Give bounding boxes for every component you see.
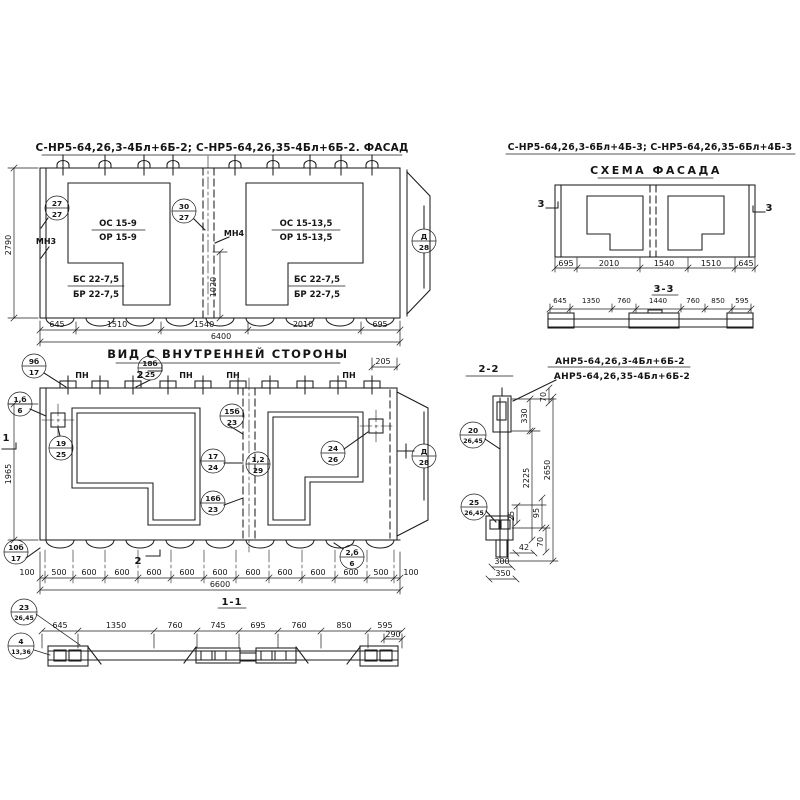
- svg-text:26,45: 26,45: [463, 438, 483, 445]
- svg-text:1,2: 1,2: [251, 455, 265, 464]
- section33-title: 3-3: [653, 284, 675, 295]
- inner-opening-left: [72, 408, 200, 525]
- facade-dim: 2010: [292, 320, 314, 329]
- inner-dim: 600: [310, 568, 326, 577]
- s33-dim: 850: [711, 296, 725, 305]
- inner-dim: 600: [146, 568, 162, 577]
- svg-text:6: 6: [17, 406, 23, 415]
- dim-2225: 2225: [522, 467, 531, 489]
- svg-text:9б: 9б: [28, 357, 40, 366]
- facade-dim: 1510: [106, 320, 128, 329]
- svg-text:30: 30: [178, 202, 190, 211]
- inner-dim: 600: [245, 568, 261, 577]
- panel-right-mark-top: БС 22-7,5: [293, 275, 341, 285]
- s33-dim: 1350: [581, 296, 601, 305]
- s11-dim: 645: [52, 621, 68, 630]
- panel-left-mark-bottom: БР 22-7,5: [72, 290, 120, 300]
- s22-label-1: АНР5-64,26,3-4Бл+6Б-2: [555, 357, 685, 367]
- facade-dim: 645: [49, 320, 65, 329]
- callout-20-2645: [460, 422, 486, 448]
- callout-24-26: [321, 441, 345, 465]
- svg-text:27: 27: [51, 210, 63, 219]
- inner-dim: 600: [277, 568, 293, 577]
- callout-19-25: [49, 436, 73, 460]
- svg-text:26,45: 26,45: [14, 615, 34, 622]
- s11-dim: 760: [167, 621, 183, 630]
- s11-dim: 695: [250, 621, 266, 630]
- svg-text:29: 29: [252, 466, 264, 475]
- svg-text:19: 19: [55, 439, 67, 448]
- inner-title: ВИД С ВНУТРЕННЕЙ СТОРОНЫ: [107, 347, 349, 361]
- s33-dim: 645: [553, 296, 567, 305]
- s33-dim: 1440: [648, 296, 668, 305]
- facade-height-dim: 2790: [4, 234, 13, 256]
- s11-dim: 850: [336, 621, 352, 630]
- svg-text:6: 6: [349, 559, 355, 568]
- callout-2b-6: [340, 545, 364, 569]
- inner-dim-lines: [8, 358, 403, 594]
- section3-mark-left: [546, 202, 558, 208]
- svg-text:23: 23: [207, 505, 219, 514]
- callout-9b-17: [22, 354, 46, 378]
- scheme-opening-right: [668, 196, 724, 250]
- section33-profile: [548, 310, 753, 328]
- svg-text:20: 20: [467, 426, 479, 435]
- inner-view: [2, 346, 436, 594]
- svg-text:25: 25: [468, 498, 480, 507]
- callout-27-27: [45, 196, 69, 220]
- panel-left-mark-top: БС 22-7,5: [72, 275, 120, 285]
- callout-16b-23: [201, 491, 225, 515]
- dim-300: 300: [494, 557, 510, 566]
- svg-text:Д: Д: [420, 232, 428, 241]
- facade-scheme: [506, 142, 795, 328]
- facade-dim-lines: [8, 155, 403, 346]
- svg-text:17: 17: [10, 554, 22, 563]
- pn-label: ПН: [75, 371, 89, 380]
- window-left-mark-top: ОС 15-9: [99, 219, 137, 229]
- callout-25-2645: [461, 494, 487, 520]
- svg-text:Д: Д: [420, 447, 428, 456]
- dim-350: 350: [495, 569, 511, 578]
- section2-label-top: 2: [136, 370, 144, 381]
- svg-text:23: 23: [18, 603, 30, 612]
- svg-text:25: 25: [144, 370, 156, 379]
- svg-text:1,б: 1,б: [13, 395, 27, 404]
- svg-text:27: 27: [178, 213, 190, 222]
- svg-text:16б: 16б: [205, 494, 221, 503]
- s11-dim: 760: [291, 621, 307, 630]
- scheme-dim: 1510: [700, 259, 722, 268]
- section1-label: 1: [2, 433, 10, 444]
- svg-text:15б: 15б: [224, 407, 240, 416]
- svg-text:26: 26: [327, 455, 339, 464]
- scheme-linework: [546, 185, 765, 257]
- facade-texts: [4, 142, 409, 341]
- scheme-title: С-НР5-64,26,3-6Бл+4Б-3; С-НР5-64,26,35-6Бл+4Б-3: [507, 142, 793, 153]
- callout-4-1336: [8, 633, 50, 659]
- facade-joint-dim: 1020: [209, 276, 218, 298]
- s11-profile: [48, 646, 398, 666]
- callout-23-2645: [11, 599, 37, 625]
- callout-10b-17: [4, 540, 28, 564]
- dim-42: 42: [518, 543, 530, 552]
- inner-dim: 600: [114, 568, 130, 577]
- facade-dim: 695: [372, 320, 388, 329]
- facade-title: С-НР5-64,26,3-4Бл+6Б-2; С-НР5-64,26,35-4Бл+6Б-2. ФАСАД: [35, 142, 409, 154]
- inner-dim: 500: [51, 568, 67, 577]
- section3-mark-label-right: 3: [765, 203, 773, 214]
- callout-12-29: [246, 452, 270, 476]
- svg-text:27: 27: [51, 199, 63, 208]
- pn-label: ПН: [226, 371, 240, 380]
- dim-330: 330: [520, 408, 529, 424]
- section-1-1: [8, 597, 405, 666]
- s33-dim: 760: [617, 296, 631, 305]
- s22-texts: [478, 357, 690, 578]
- scheme-dim: 645: [738, 259, 754, 268]
- section22-title: 2-2: [478, 364, 500, 375]
- svg-text:25: 25: [55, 450, 67, 459]
- inner-dim: 100: [19, 568, 35, 577]
- dim-2650: 2650: [543, 459, 552, 481]
- callout-edge-facade: [412, 229, 436, 253]
- callout-18b-25: [138, 356, 162, 380]
- scheme-subtitle: СХЕМА ФАСАДА: [590, 164, 722, 177]
- facade-view: [4, 142, 436, 346]
- svg-text:28: 28: [418, 243, 430, 252]
- facade-total-dim: 6400: [210, 332, 232, 341]
- inner-dim: 600: [343, 568, 359, 577]
- svg-text:24: 24: [207, 463, 219, 472]
- dim-25: 25: [507, 510, 516, 522]
- s33-dim: 760: [686, 296, 700, 305]
- inner-dim: 600: [81, 568, 97, 577]
- inner-dim: 100: [403, 568, 419, 577]
- scheme-dim: 1540: [653, 259, 675, 268]
- dim-70-top: 70: [539, 391, 548, 403]
- svg-text:2,б: 2,б: [345, 548, 359, 557]
- inner-opening-right: [268, 412, 363, 525]
- svg-text:10б: 10б: [8, 543, 24, 552]
- panel-right-mark-bottom: БР 22-7,5: [293, 290, 341, 300]
- svg-text:17: 17: [207, 452, 219, 461]
- s33-dim: 595: [735, 296, 749, 305]
- dim-205: 205: [375, 357, 391, 366]
- svg-text:24: 24: [327, 444, 339, 453]
- svg-text:13,36: 13,36: [11, 649, 31, 656]
- mn4-label: МН4: [223, 229, 245, 238]
- inner-linework: [2, 365, 428, 558]
- callout-15b-23: [220, 404, 244, 428]
- callout-edge-inner: [412, 444, 436, 468]
- section1-mark-right: [398, 444, 414, 458]
- svg-text:26,45: 26,45: [464, 510, 484, 517]
- svg-text:23: 23: [226, 418, 238, 427]
- s11-texts: [52, 597, 400, 639]
- inner-total-dim: 6600: [209, 580, 231, 589]
- section3-mark-label-left: 3: [537, 199, 545, 210]
- anchor-plate-left: [42, 404, 74, 436]
- section2-mark-bottom: [146, 550, 160, 556]
- window-left-mark-bottom: ОР 15-9: [99, 233, 137, 243]
- facade-dim: 1540: [193, 320, 215, 329]
- s22-label-2: АНР5-64,26,35-4Бл+6Б-2: [553, 372, 691, 382]
- inner-dim: 600: [179, 568, 195, 577]
- pn-label: ПН: [179, 371, 193, 380]
- dim-290: 290: [385, 630, 401, 639]
- window-right-mark-top: ОС 15-13,5: [279, 219, 333, 229]
- inner-height-dim: 1965: [4, 463, 13, 485]
- svg-text:28: 28: [418, 458, 430, 467]
- pn-label: ПН: [342, 371, 356, 380]
- callout-30-27: [172, 199, 196, 223]
- inner-dim: 500: [373, 568, 389, 577]
- s11-dim: 595: [377, 621, 393, 630]
- anchor-plate-right: [360, 410, 392, 442]
- section11-title: 1-1: [221, 597, 243, 608]
- svg-text:17: 17: [28, 368, 40, 377]
- callout-17-24: [201, 449, 225, 473]
- scheme-dim: 695: [558, 259, 574, 268]
- section-2-2: [460, 357, 690, 582]
- facade-opening-right: [246, 183, 363, 305]
- dim-95: 95: [532, 507, 541, 519]
- section2-label-bottom: 2: [134, 556, 142, 567]
- mn3-label: МН3: [35, 237, 57, 246]
- svg-text:18б: 18б: [142, 359, 158, 368]
- facade-bottom-profile: [40, 318, 400, 326]
- window-right-mark-bottom: ОР 15-13,5: [279, 233, 333, 243]
- s11-dim: 1350: [105, 621, 127, 630]
- inner-dim: 600: [212, 568, 228, 577]
- scheme-dim: 2010: [598, 259, 620, 268]
- callout-1b-6: [8, 392, 32, 416]
- facade-opening-left: [68, 183, 170, 305]
- svg-text:4: 4: [18, 637, 24, 646]
- s11-dim: 745: [210, 621, 226, 630]
- scheme-opening-left: [587, 196, 643, 250]
- dim-70-bottom: 70: [536, 536, 545, 548]
